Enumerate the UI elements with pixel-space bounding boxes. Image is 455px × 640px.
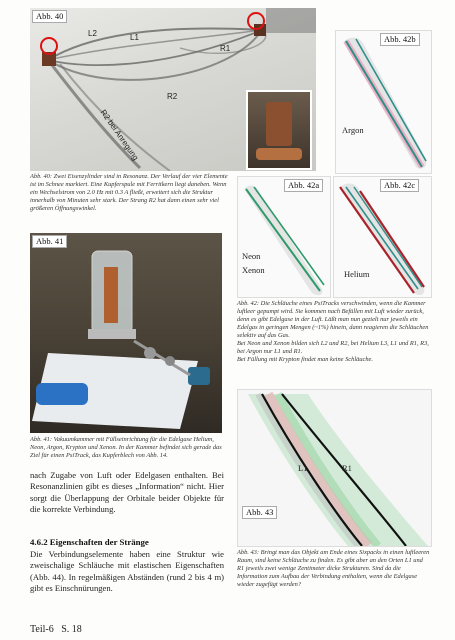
section-paragraph: Die Verbindungselemente haben eine Struktur wie zweischalige Schläuche mit elastischen Eigenschaften (Abb. 44). In regelmäßigen Abständen (rund 2 bis 4 m) gibt es Einschnürungen. [30,549,224,594]
argon-tube-diagram [336,31,431,173]
figure-42c [333,176,432,298]
section-heading: 4.6.2 Eigenschaften der Stränge [30,537,149,547]
vacuum-chamber-photo [30,233,222,433]
sixpack-tube-diagram [238,390,431,546]
figure-42b [335,30,432,174]
marker-circle-left [41,38,57,54]
figure-43-label: Abb. 43 [242,506,277,519]
track-label-r1-fig43: R1 [342,463,352,473]
figure-41-caption: Abb. 41: Vakuumkammer mit Füllseinrichtung für die Edelgase Helium, Neon, Argon, Krypton und Xenon. In der Kammer befindet sich gerade das Ziel für einen PsiTrack, das Kupferblech von Abb. 14. [30,436,222,459]
page-footer: Teil-6 S. 18 [30,624,82,635]
neon-xenon-tube-diagram [238,177,330,297]
track-label-r1: R1 [220,44,231,53]
gas-label-helium: Helium [344,269,370,279]
figure-41-label: Abb. 41 [32,235,67,248]
figure-41 [30,233,222,433]
figure-40-label: Abb. 40 [32,10,67,23]
gas-label-xenon: Xenon [242,265,265,275]
track-label-l1-fig43: L1 [298,463,308,473]
coil-inset-photo [246,90,312,170]
figure-40 [30,8,316,171]
track-label-r2-excitation: R2 bei Anregung [98,108,141,162]
figure-43-caption: Abb. 43: Bringt man das Objekt am Ende eines Sixpacks in einen luftleeren Raum, sind keine Schläuche zu finden. Es gibt aber an den Orten L1 und R1 jeweils zwei wenige Zentimeter dicke Strukturen. Sind da die Information zum Aufbau der Verbindung enthalten, wenn die Edelgase wieder zugefügt werden? [237,549,430,588]
figure-42b-label: Abb. 42b [380,33,420,46]
gas-label-argon: Argon [342,125,364,135]
figure-42c-label: Abb. 42c [380,179,419,192]
gas-label-neon: Neon [242,251,261,261]
figure-43 [237,389,432,547]
track-label-l2: L2 [88,29,97,38]
figure-42-caption: Abb. 42: Die Schläuche eines PsiTracks verschwinden, wenn die Kammer luftleer gepumpt wird. Sie kommen nach Befüllen mit Luft wieder zurück, denn es gibt Edelgase in der Luft. Läßt man nun gezielt nur jeweils ein Edelgas in geringen Mengen (~1%) hinein, dann reagieren die Schläuchen selektiv auf das Gas. Bei Neon und Xenon bilden sich L2 und R2, bei Helium L3, L1 und R1, R3, bei Argon nur L1 und R1. Bei Füllung mit Krypton findet man keine Schläuche. [237,300,429,363]
figure-42a-label: Abb. 42a [284,179,323,192]
track-label-l1: L1 [130,33,139,42]
track-label-r2: R2 [167,92,178,101]
helium-tube-diagram [334,177,431,297]
figure-40-caption: Abb. 40: Zwei Eisenzylinder sind in Resonanz. Der Verlauf der vier Elemente ist im Schnee markiert. Eine Kupferspule mit Ferritkern liegt daneben. Wenn ein Wechselstrom von 2.0 Hz mit 0.3 A fließt, erweitert sich die Struktur innerhalb von Minuten sehr stark. Der Strang R2 hat dann einen sehr viel größeren Öffnungswinkel. [30,173,228,212]
figure-42a [237,176,331,298]
body-paragraph: nach Zugabe von Luft oder Edelgasen enthalten. Bei Resonanzlinien gibt es dieses „Information“ nicht. Hier sorgt die Überlappung der Orbitale beider Objekte für die korrekte Verbindung. [30,470,224,515]
